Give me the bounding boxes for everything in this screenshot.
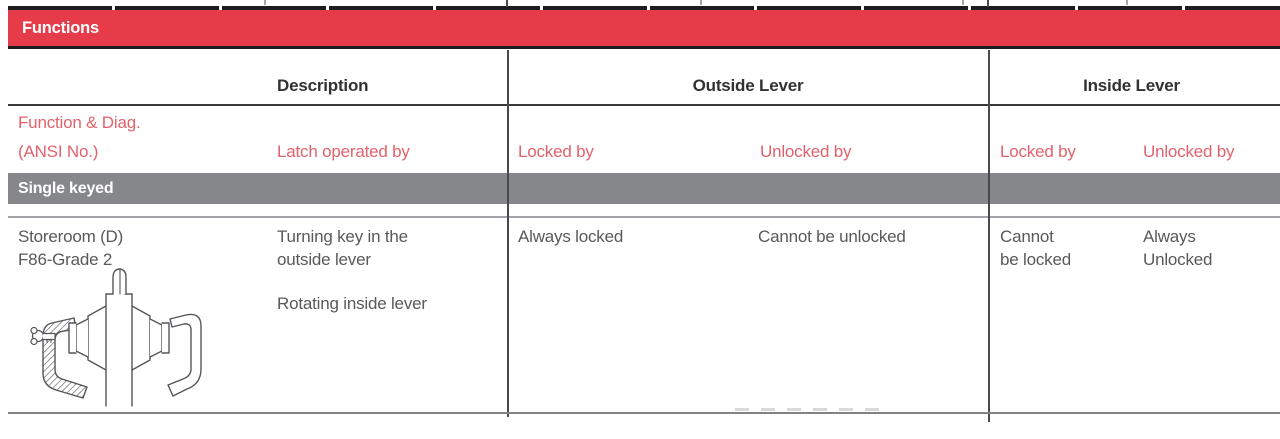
- latch-line: Turning key in the: [277, 227, 408, 246]
- cell-function-name: [18, 225, 123, 271]
- latch-line: outside lever: [277, 250, 371, 269]
- ansi-grade: F86-Grade 2: [18, 250, 113, 269]
- inside-unlocked-line: Unlocked: [1143, 250, 1213, 269]
- top-tick: [962, 0, 964, 5]
- subheader-outside-locked-by: Locked by: [518, 142, 594, 161]
- subheader-ansi-no: (ANSI No.): [18, 142, 99, 161]
- subheader-latch-operated-by: Latch operated by: [277, 142, 410, 161]
- subheader-inside-locked-by: Locked by: [1000, 142, 1076, 161]
- column-divider: [988, 50, 990, 422]
- cell-latch-operated-by: [277, 225, 408, 271]
- top-tick: [987, 0, 989, 7]
- column-header-description: Description: [277, 76, 369, 95]
- column-divider: [507, 50, 509, 417]
- subheader-outside-unlocked-by: Unlocked by: [760, 142, 852, 161]
- cell-outside-locked: Always locked: [518, 227, 624, 246]
- top-tick: [264, 0, 266, 5]
- subheader-function-diag: Function & Diag.: [18, 113, 141, 132]
- section-bar-single-keyed: [8, 173, 1280, 204]
- lock-function-diagram-icon: [28, 266, 218, 408]
- inside-unlocked-line: Always: [1143, 227, 1196, 246]
- inside-locked-line: be locked: [1000, 250, 1071, 269]
- top-tick: [700, 0, 702, 5]
- subheader-inside-unlocked-by: Unlocked by: [1143, 142, 1235, 161]
- cell-latch-operated-by-2: [277, 292, 427, 315]
- section-label: Single keyed: [18, 180, 114, 197]
- cropped-text-artifact: [735, 408, 885, 411]
- column-header-inside-lever: Inside Lever: [1083, 76, 1180, 95]
- functions-title: Functions: [22, 19, 100, 37]
- bottom-rule: [8, 412, 1280, 414]
- top-tick: [1126, 0, 1128, 5]
- function-name: Storeroom (D): [18, 227, 124, 246]
- section-divider-rule: [8, 216, 1280, 218]
- cell-inside-unlocked: [1143, 225, 1212, 271]
- top-tick: [506, 0, 508, 7]
- functions-section-header: [8, 10, 1280, 49]
- latch-line: Rotating inside lever: [277, 294, 427, 313]
- cell-outside-unlocked: Cannot be unlocked: [758, 227, 906, 246]
- inside-locked-line: Cannot: [1000, 227, 1054, 246]
- column-header-outside-lever: Outside Lever: [692, 76, 804, 95]
- cell-inside-locked: [1000, 225, 1071, 271]
- header-divider-rule: [8, 104, 1280, 106]
